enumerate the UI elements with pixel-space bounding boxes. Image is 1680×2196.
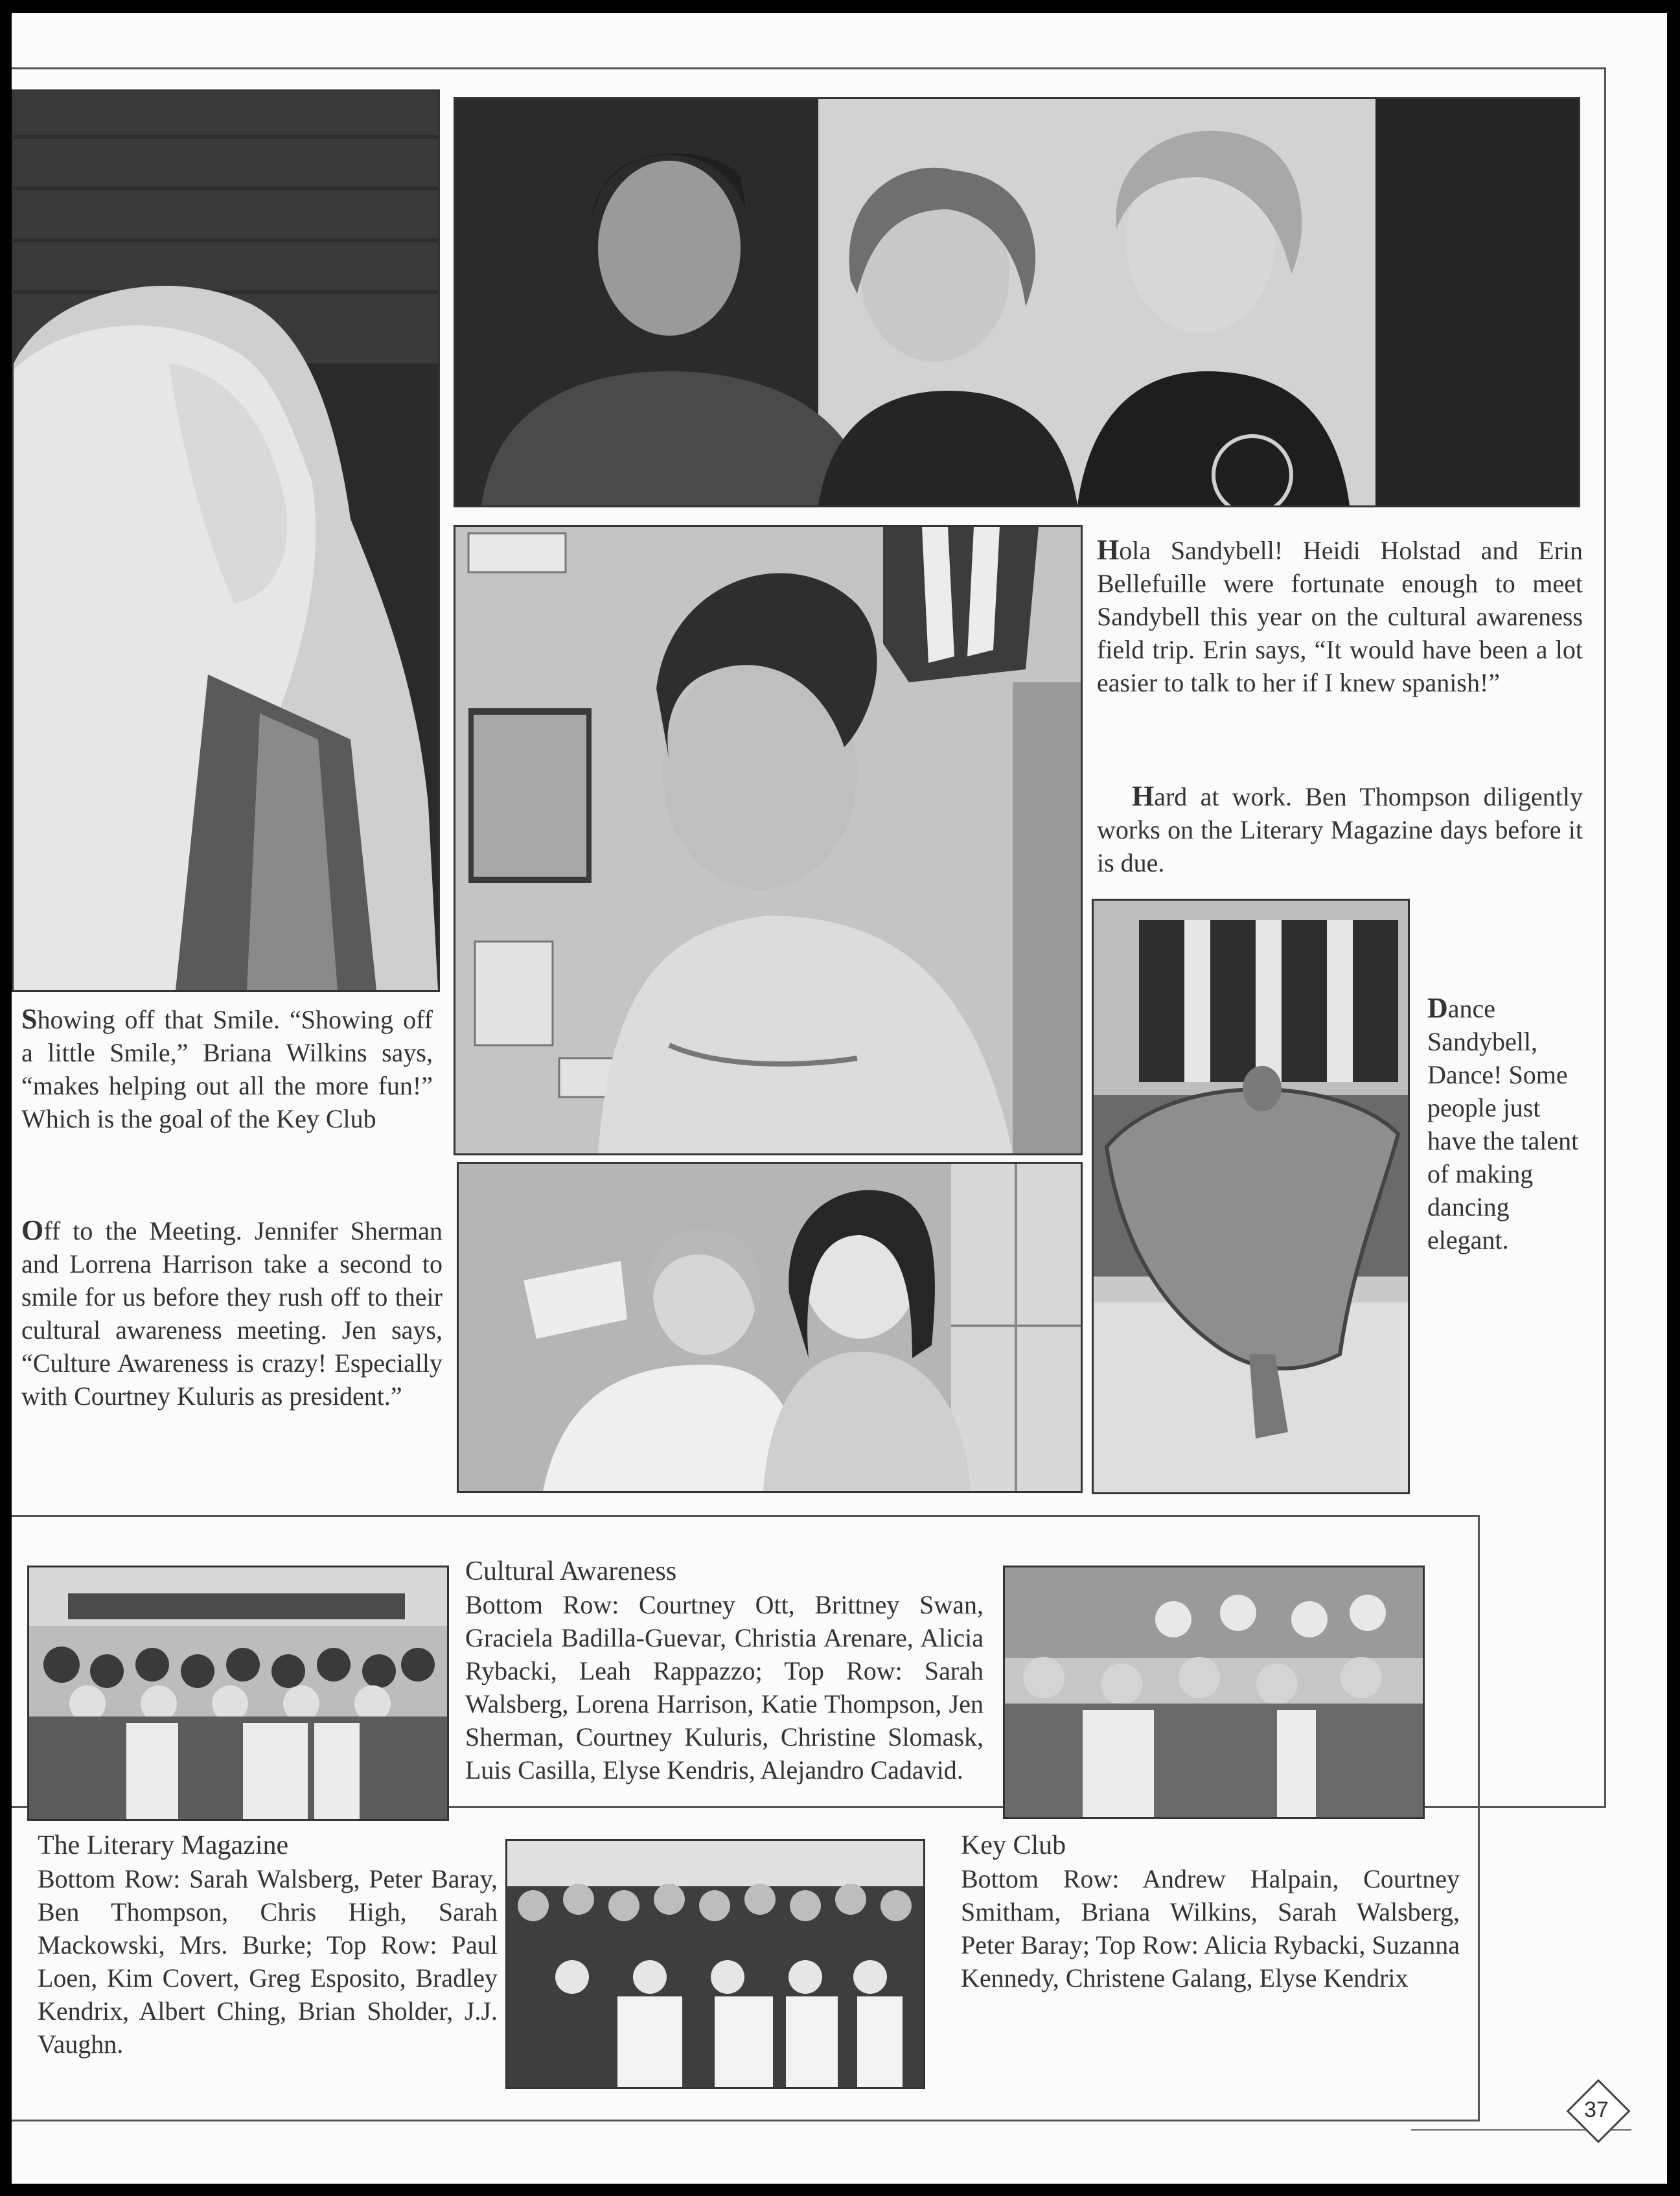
caption-smile-drop: S [21, 1003, 38, 1035]
group-key-club [961, 1829, 1460, 1994]
photo-hola-sandybell [454, 97, 1580, 507]
group-keyclub-members: Bottom Row: Andrew Halpain, Courtney Smitham, Briana Wilkins, Sarah Walsberg, Peter Baray; Top Row: Alicia Rybacki, Suzanna Kennedy, Christene Galang, Elyse Kendrix [961, 1864, 1460, 1993]
caption-dance-drop: D [1427, 992, 1448, 1024]
caption-hola-text: ola Sandybell! Heidi Holstad and Erin Bellefuille were fortunate enough to meet Sandybell this year on the cultural awareness field trip. Erin says, “It would have been a lot easier to talk to her if I knew spanish!” [1097, 536, 1583, 697]
photo-literary-magazine-group [505, 1839, 925, 2089]
caption-dance [1427, 991, 1589, 1256]
group-cultural-title: Cultural Awareness [465, 1556, 677, 1586]
photo-key-club-group [1003, 1566, 1425, 1819]
group-literary-title: The Literary Magazine [38, 1831, 289, 1860]
group-keyclub-title: Key Club [961, 1831, 1066, 1860]
group-cultural-members: Bottom Row: Courtney Ott, Brittney Swan, Graciela Badilla-Guevar, Christia Arenare, Alicia Rybacki, Leah Rappazzo; Top Row: Sarah Walsberg, Lorena Harrison, Katie Thompson, Jen Sherman, Courtney Kuluris, Christine Slomask, Luis Casilla, Elyse Kendris, Alejandro Cadavid. [465, 1590, 984, 1785]
caption-dance-text: ance Sandybell, Dance! Some people just have the talent of making dancing elegant. [1427, 994, 1579, 1254]
caption-hola-sandybell [1097, 533, 1583, 699]
page-number: 37 [1584, 2098, 1609, 2122]
caption-hola-drop: H [1097, 534, 1120, 566]
caption-hard-at-work [1097, 780, 1583, 879]
caption-smile [21, 1002, 433, 1135]
photo-off-to-meeting [457, 1162, 1083, 1493]
group-cultural-awareness [465, 1555, 984, 1786]
caption-meeting-drop: O [21, 1214, 44, 1246]
group-literary-magazine [38, 1829, 498, 2061]
photo-dance-sandybell [1092, 899, 1410, 1494]
caption-meeting [21, 1214, 443, 1413]
photo-smile [12, 89, 440, 992]
caption-smile-text: howing off that Smile. “Showing off a little Smile,” Briana Wilkins says, “makes helping out all the more fun!” Which is the goal of the Key Club [21, 1005, 433, 1133]
group-literary-members: Bottom Row: Sarah Walsberg, Peter Baray, Ben Thompson, Chris High, Sarah Mackowski, Mrs. Burke; Top Row: Paul Loen, Kim Covert, Greg Esposito, Bradley Kendrix, Albert Ching, Brian Sholder, J.J. Vaughn. [38, 1864, 498, 2059]
yearbook-page [12, 13, 1667, 2184]
photo-hard-at-work [454, 525, 1083, 1155]
caption-hard-work-text: ard at work. Ben Thompson diligently works on the Literary Magazine days before it is due. [1097, 782, 1583, 877]
photo-cultural-awareness-group [27, 1566, 449, 1821]
caption-meeting-text: ff to the Meeting. Jennifer Sherman and Lorrena Harrison take a second to smile for us before they rush off to their cultural awareness meeting. Jen says, “Culture Awareness is crazy! Especially with Courtney Kuluris as president.” [21, 1216, 443, 1411]
caption-hard-work-drop: H [1132, 780, 1155, 812]
